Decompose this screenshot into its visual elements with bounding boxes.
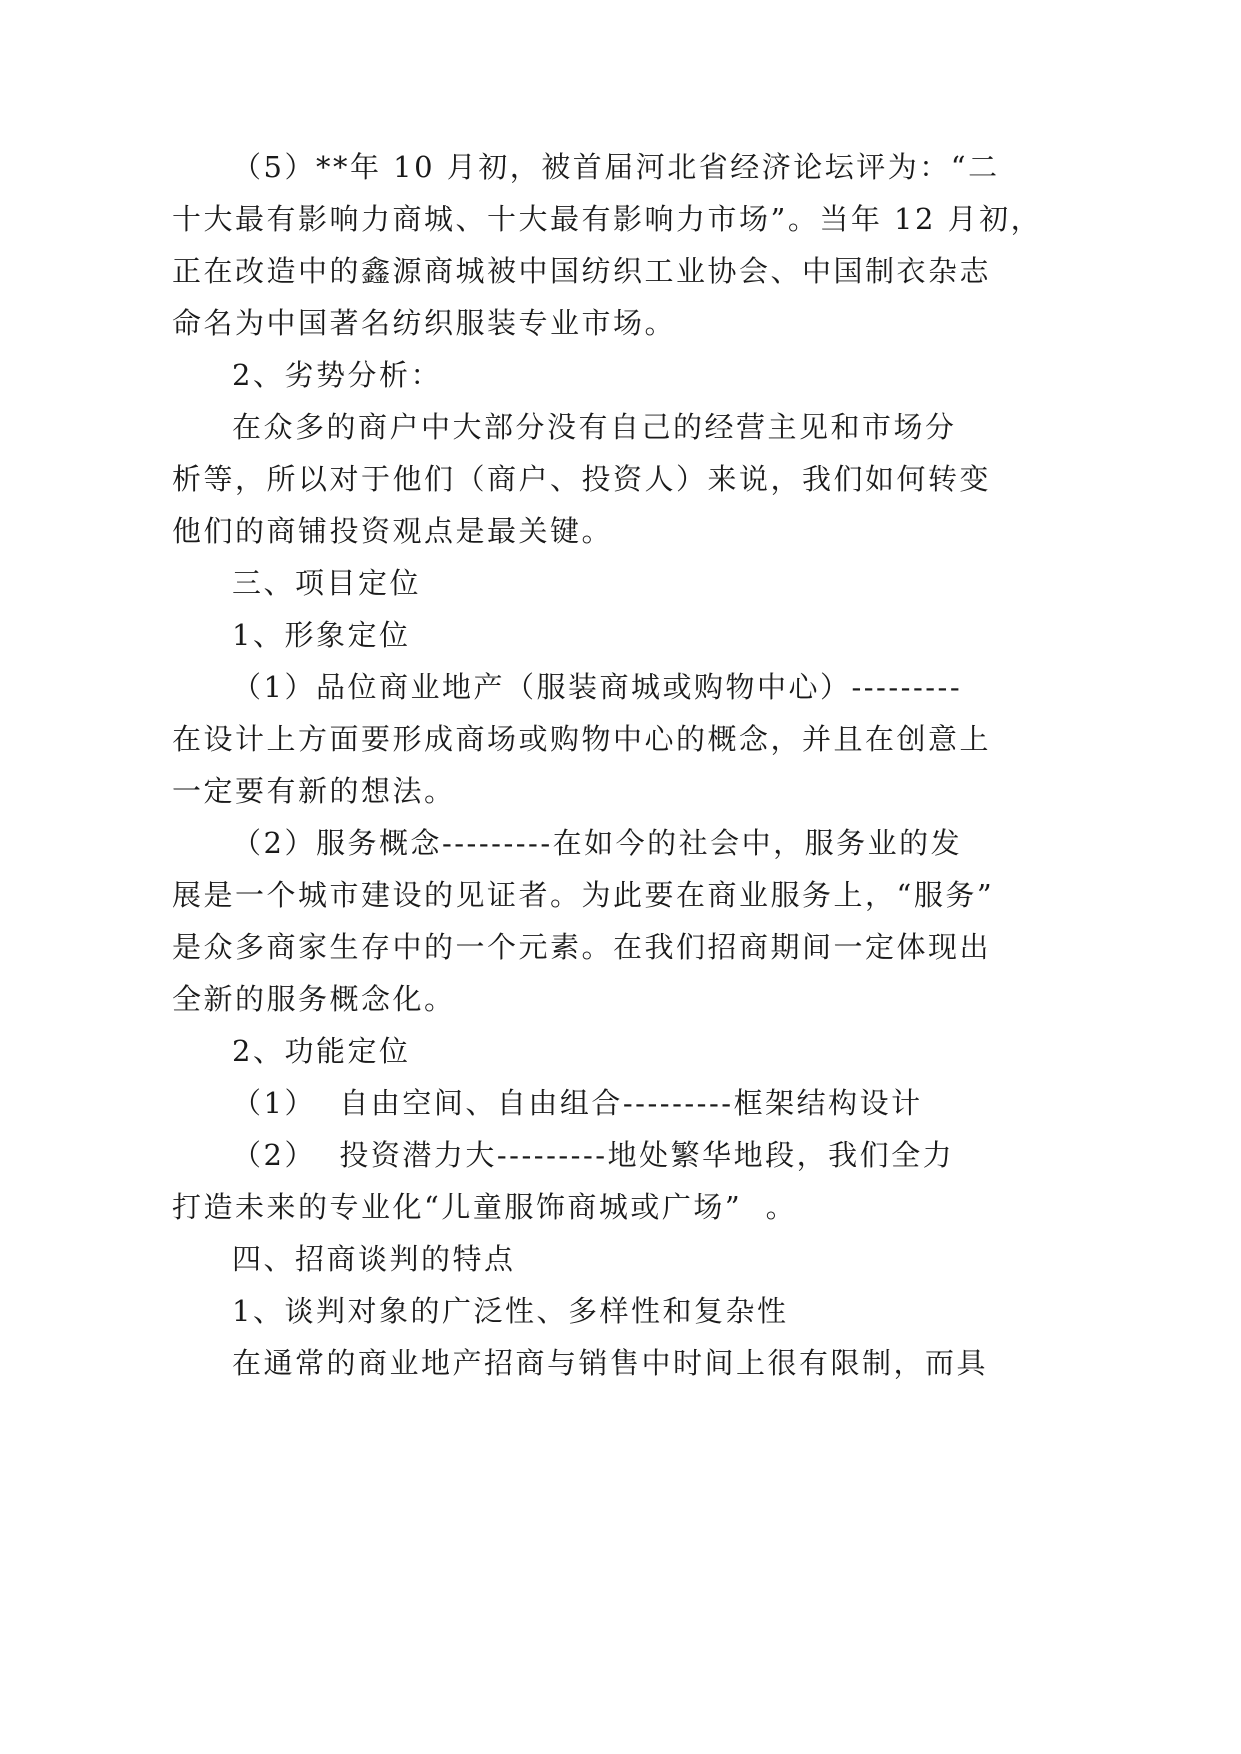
text-line: 正在改造中的鑫源商城被中国纺织工业协会、中国制衣杂志 xyxy=(172,254,992,288)
text-line: 展是一个城市建设的见证者。为此要在商业服务上，“服务” xyxy=(172,878,995,912)
text-line: （1）品位商业地产（服装商城或购物中心）--------- xyxy=(232,670,963,704)
text-line: 在众多的商户中大部分没有自己的经营主见和市场分 xyxy=(232,410,957,444)
text-line: 十大最有影响力商城、十大最有影响力市场”。当年 12 月初， xyxy=(172,202,1043,236)
text-line: 2、劣势分析： xyxy=(232,358,442,392)
text-line: 1、谈判对象的广泛性、多样性和复杂性 xyxy=(232,1294,789,1328)
text-line: （2）服务概念---------在如今的社会中，服务业的发 xyxy=(232,826,963,860)
text-line: 是众多商家生存中的一个元素。在我们招商期间一定体现出 xyxy=(172,930,992,964)
text-line: 析等，所以对于他们（商户、投资人）来说，我们如何转变 xyxy=(172,462,992,496)
text-line: 他们的商铺投资观点是最关键。 xyxy=(172,514,614,548)
text-line: 在设计上方面要形成商场或购物中心的概念，并且在创意上 xyxy=(172,722,992,756)
text-line: 打造未来的专业化“儿童服饰商城或广场” 。 xyxy=(172,1190,798,1224)
text-line: （1） 自由空间、自由组合---------框架结构设计 xyxy=(232,1086,923,1120)
text-line: （5）**年 10 月初，被首届河北省经济论坛评为：“二 xyxy=(232,150,1000,184)
text-line: 三、项目定位 xyxy=(232,566,422,600)
text-line: 2、功能定位 xyxy=(232,1034,411,1068)
text-line: 全新的服务概念化。 xyxy=(172,982,456,1016)
text-line: 在通常的商业地产招商与销售中时间上很有限制，而具 xyxy=(232,1346,989,1380)
text-line: 一定要有新的想法。 xyxy=(172,774,456,808)
text-line: （2） 投资潜力大---------地处繁华地段，我们全力 xyxy=(232,1138,955,1172)
text-line: 四、招商谈判的特点 xyxy=(232,1242,516,1276)
text-line: 命名为中国著名纺织服装专业市场。 xyxy=(172,306,677,340)
text-line: 1、形象定位 xyxy=(232,618,411,652)
